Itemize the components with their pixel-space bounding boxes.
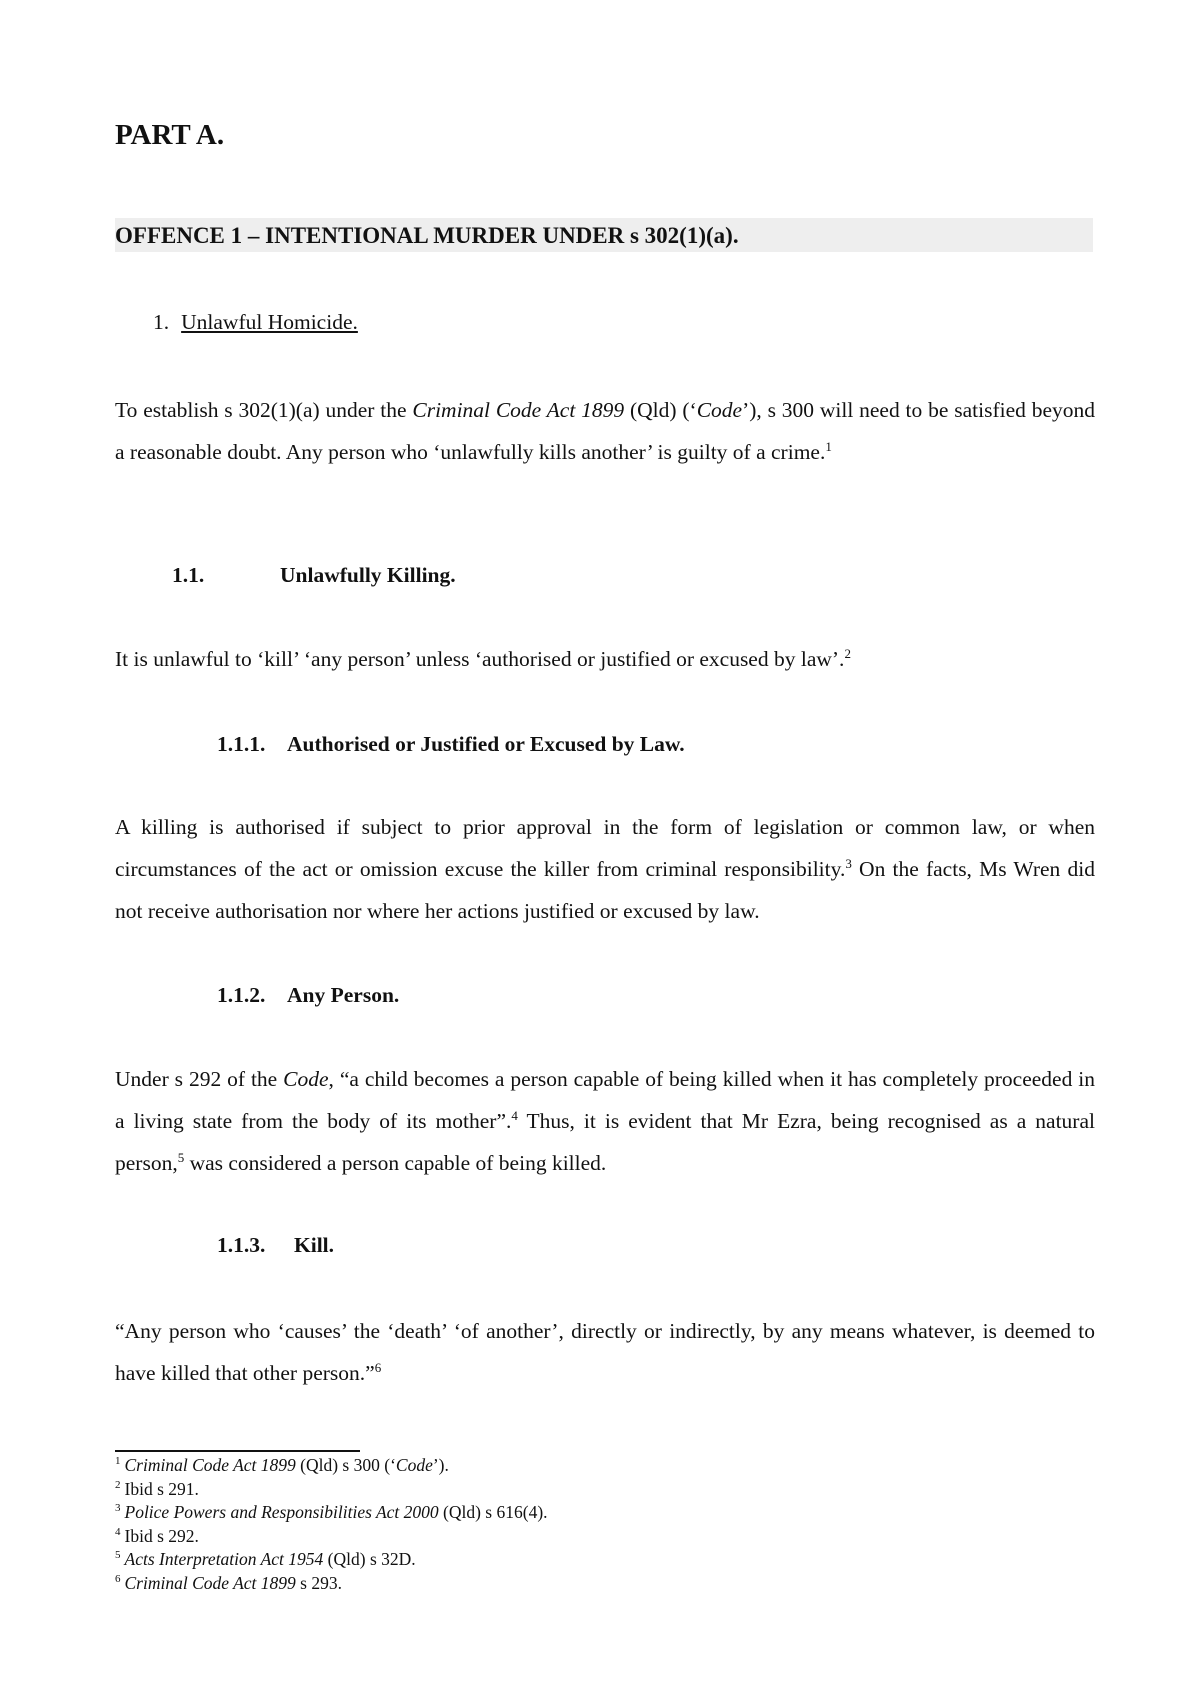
paragraph-text: A killing is authorised if subject to prior approval in the form of legislation or common law, or when circumstances of the act or omission excuse the killer from criminal responsibility. — [115, 815, 1095, 881]
section-heading-1-1-2 — [217, 980, 1197, 1010]
footnote — [115, 1501, 1095, 1525]
page-title: PART A. — [115, 119, 225, 151]
footnote — [115, 1525, 1095, 1549]
section-title: Kill. — [294, 1233, 335, 1257]
footnote-number: 6 — [115, 1572, 121, 1585]
footnote-citation: Code — [395, 1455, 433, 1475]
paragraph-text: was considered a person capable of being killed. — [184, 1151, 607, 1175]
footnote-ref-5[interactable]: 5 — [177, 1149, 185, 1165]
footnote-number: 4 — [115, 1525, 121, 1538]
section-title: Unlawfully Killing. — [280, 563, 456, 587]
section-heading-1-1-3 — [217, 1230, 1197, 1260]
paragraph-text: To establish s 302(1)(a) under the — [115, 398, 413, 422]
footnote-ref-3[interactable]: 3 — [845, 855, 852, 871]
paragraph-2 — [115, 638, 1095, 680]
section-heading-1 — [153, 307, 1133, 337]
short-title: Code — [696, 398, 743, 422]
footnote-text: Ibid s 291. — [124, 1478, 199, 1499]
paragraph-text: It is unlawful to ‘kill’ ‘any person’ unless ‘authorised or justified or excused by law’. — [115, 647, 845, 671]
footnote — [115, 1478, 1095, 1502]
paragraph-1 — [115, 389, 1095, 473]
paragraph-4 — [115, 1058, 1095, 1184]
footnote-ref-6[interactable]: 6 — [374, 1359, 382, 1375]
paragraph-text: Under s 292 of the — [115, 1067, 284, 1091]
footnote-separator — [115, 1450, 360, 1452]
footnote-ref-2[interactable]: 2 — [844, 645, 851, 661]
paragraph-text: ’), s 300 will need to be satisfied beyond a reasonable doubt. Any person who ‘unlawfully kills another’ is guilty of a crime. — [115, 398, 1095, 464]
footnote-citation: Police Powers and Responsibilities Act 2000 — [124, 1502, 439, 1522]
footnote-citation: Criminal Code Act 1899 — [124, 1455, 296, 1475]
paragraph-text: Thus, it is evident that Mr Ezra, being recognised as a natural person, — [115, 1109, 1095, 1175]
footnote-text: (Qld) s 32D. — [323, 1549, 416, 1569]
section-number: 1. — [153, 310, 170, 334]
footnote-ref-4[interactable]: 4 — [511, 1107, 518, 1123]
footnote-citation: Acts Interpretation Act 1954 — [124, 1549, 324, 1569]
footnote — [115, 1572, 1095, 1596]
section-number: 1.1. — [172, 563, 205, 587]
paragraph-text: (Qld) (‘ — [624, 398, 697, 422]
footnote — [115, 1454, 1095, 1478]
paragraph-text: “Any person who ‘causes’ the ‘death’ ‘of another’, directly or indirectly, by any means whatever, is deemed to have killed that other person.” — [115, 1319, 1095, 1385]
section-heading-1-1 — [172, 560, 1152, 590]
section-number: 1.1.2. — [217, 983, 266, 1007]
footnotes-list — [115, 1454, 1095, 1595]
footnote-number: 2 — [115, 1478, 121, 1491]
paragraph-text: On the facts, Ms Wren did not receive authorisation nor where her actions justified or excused by law. — [115, 857, 1095, 923]
footnote-number: 5 — [115, 1549, 121, 1562]
footnote — [115, 1548, 1095, 1572]
paragraph-text: , “a child becomes a person capable of being killed when it has completely proceeded in a living state from the body of its mother”. — [115, 1067, 1095, 1133]
short-title: Code — [283, 1067, 329, 1091]
footnote-text: (Qld) s 300 (‘ — [295, 1455, 396, 1475]
footnote-number: 3 — [115, 1502, 121, 1515]
footnote-text: ’). — [432, 1455, 449, 1475]
statute-name: Criminal Code Act 1899 — [412, 398, 625, 422]
section-heading-1-1-1 — [217, 729, 1197, 759]
paragraph-5 — [115, 1310, 1095, 1394]
section-number: 1.1.1. — [217, 732, 266, 756]
footnote-text: s 293. — [295, 1572, 342, 1593]
footnote-citation: Criminal Code Act 1899 — [124, 1572, 296, 1593]
section-title: Authorised or Justified or Excused by Law. — [287, 732, 685, 756]
footnote-text: (Qld) s 616(4). — [438, 1502, 548, 1522]
section-number: 1.1.3. — [217, 1233, 266, 1257]
paragraph-3 — [115, 806, 1095, 932]
section-title: Any Person. — [287, 983, 400, 1007]
footnote-number: 1 — [115, 1455, 121, 1468]
footnote-text: Ibid s 292. — [124, 1525, 199, 1546]
offence-heading: OFFENCE 1 – INTENTIONAL MURDER UNDER s 302(1)(a). — [115, 218, 1093, 252]
footnote-ref-1[interactable]: 1 — [825, 438, 832, 454]
section-title: Unlawful Homicide. — [181, 310, 358, 334]
